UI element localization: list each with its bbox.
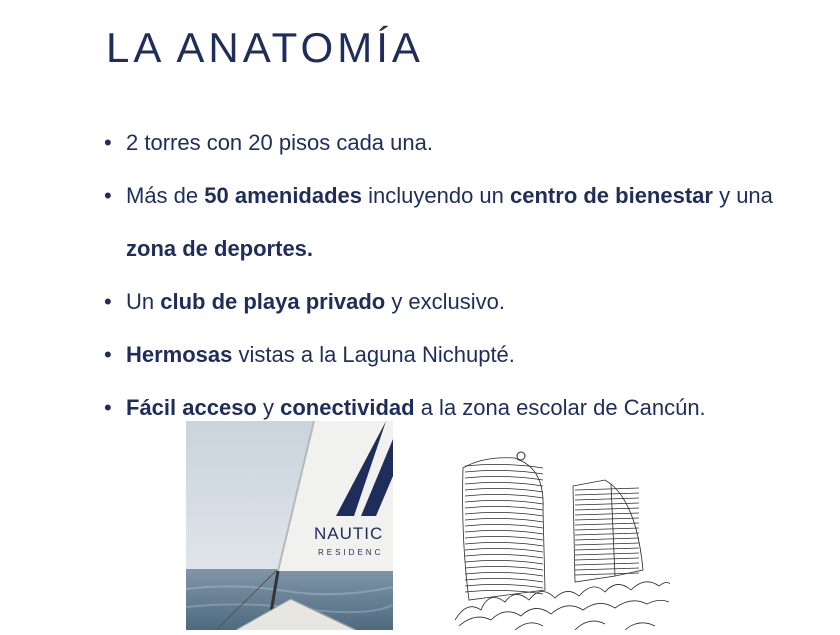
feature-text-bold: conectividad	[280, 395, 415, 420]
feature-text-bold: Fácil acceso	[126, 395, 257, 420]
feature-text: vistas a la Laguna Nichupté.	[232, 342, 515, 367]
feature-item	[104, 328, 794, 381]
feature-item	[104, 275, 794, 328]
towers-sketch	[455, 450, 670, 630]
feature-text: a la zona escolar de Cancún.	[414, 395, 706, 420]
feature-text: y una	[712, 183, 773, 208]
feature-text: y exclusivo.	[385, 289, 506, 314]
feature-text-bold: zona de deportes.	[126, 236, 314, 261]
feature-item	[104, 169, 794, 275]
feature-text: Más de	[126, 183, 205, 208]
feature-text: 2 torres con 20 pisos cada una.	[126, 130, 433, 155]
feature-text: y	[256, 395, 281, 420]
feature-item	[104, 116, 794, 169]
sail-sub-text: RESIDENC	[318, 548, 384, 557]
feature-text: Un	[126, 289, 161, 314]
sailboat-image	[186, 421, 393, 630]
feature-text-bold: 50 amenidades	[204, 183, 363, 208]
feature-text-bold: centro de bienestar	[510, 183, 713, 208]
towers-illustration	[455, 450, 670, 630]
page-title: LA ANATOMÍA	[106, 24, 424, 71]
feature-list	[104, 116, 794, 434]
sail-brand-text: NAUTIC	[314, 524, 384, 543]
sailboat-photo	[186, 421, 393, 630]
feature-text-bold: Hermosas	[126, 342, 233, 367]
feature-text: incluyendo un	[362, 183, 511, 208]
feature-text-bold: club de playa privado	[160, 289, 386, 314]
